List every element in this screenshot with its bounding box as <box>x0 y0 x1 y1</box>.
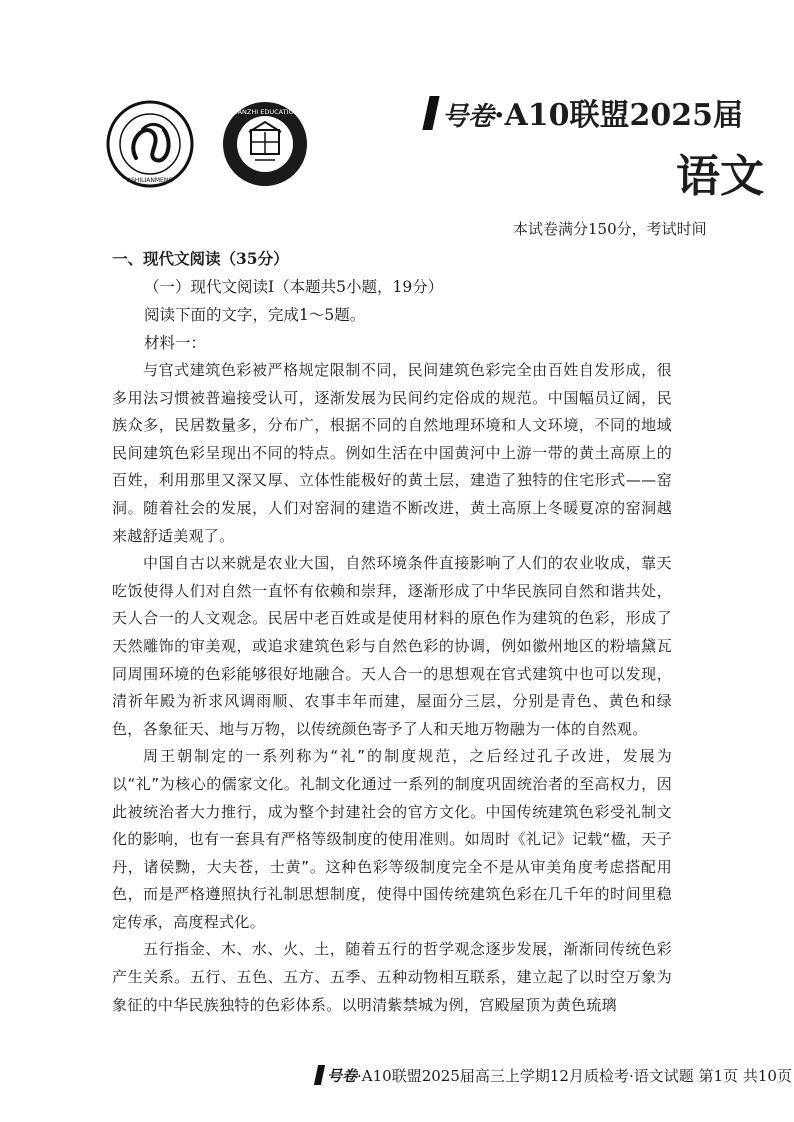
exam-title <box>426 90 743 134</box>
instruction: 阅读下面的文字，完成1～5题。 <box>144 306 366 324</box>
section-title: 一、现代文阅读（35分） <box>112 249 289 268</box>
svg-text:WANZHI EDUCATION: WANZHI EDUCATION <box>231 108 299 116</box>
paragraph: 中国自古以来就是农业大国，自然环境条件直接影响了人们的农业收成，靠天吃饭使得人们对自然一直怀有依赖和崇拜，逐渐形成了中华民族同自然和谐共处，天人合一的人文观念。民居中老百姓或是使用材料的原色作为建筑的色彩，形成了天然雕饰的审美观，或追求建筑色彩与自然色彩的协调，例如徽州地区的粉墙黛瓦同周围环境的色彩能够很好地融合。天人合一的思想观在官式建筑中也可以发现，清祈年殿为祈求风调雨顺、农事丰年而建，屋面分三层，分别是青色、黄色和绿色，各象征天、地与万物，以传统颜色寄予了人和天地万物融为一体的自然观。 <box>112 554 672 738</box>
paragraph: 与官式建筑色彩被严格规定限制不同，民间建筑色彩完全由百姓自发形成，很多用法习惯被普遍接受认可，逐渐发展为民间约定俗成的规范。中国幅员辽阔，民族众多，民居数量多，分布广，根据不同的自然地理环境和人文环境，不同的地域民间建筑色彩呈现出不同的特点。例如生活在中国黄河中上游一带的黄土高原上的百姓，利用那里又深又厚、立体性能极好的黄土层，建造了独特的住宅形式——窑洞。随着社会的发展，人们对窑洞的建造不断改进，黄土高原上冬暖夏凉的窑洞越来越舒适美观了。 <box>112 361 672 545</box>
page-footer <box>316 1065 792 1086</box>
exam-info: 本试卷满分150分，考试时间 <box>513 220 707 238</box>
paragraph: 周王朝制定的一系列称为“礼”的制度规范，之后经过孔子改进，发展为以“礼”为核心的儒家文化。礼制文化通过一系列的制度巩固统治者的至高权力，因此被统治者大力推行，成为整个封建社会的官方文化。中国传统建筑色彩受礼制文化的影响，也有一套具有严格等级制度的使用准则。如周时《礼记》记载“楹，天子丹，诸侯黝，大夫苍，士黄”。这种色彩等级制度完全不是从审美角度考虑搭配用色，而是严格遵照执行礼制思想制度，使得中国传统建筑色彩在几千年的时间里稳定传承，高度程式化。 <box>112 747 672 931</box>
alliance-logo <box>106 100 194 188</box>
exam-content <box>112 245 672 1019</box>
brand-name: 号卷 <box>442 102 495 132</box>
subject-title: 语文 <box>676 151 764 202</box>
footer-brand-bar-icon <box>314 1065 325 1085</box>
svg-text:ASHILIANMENG: ASHILIANMENG <box>126 177 174 184</box>
wanzhi-education-logo <box>221 100 309 188</box>
material-label: 材料一： <box>144 334 207 352</box>
brand-bar-icon <box>422 96 439 130</box>
footer-text: ·A10联盟2025届高三上学期12月质检考·语文试题 第1页 共10页 <box>357 1067 792 1085</box>
paragraph: 五行指金、木、水、火、土，随着五行的哲学观念逐步发展，渐渐同传统色彩产生关系。五行、五色、五方、五季、五种动物相互联系，建立起了以时空万象为象征的中华民族独特的色彩体系。以明清紫禁城为例，宫殿屋顶为黄色琉璃 <box>112 940 672 1014</box>
exam-title-text: ·A10联盟2025届 <box>494 98 743 133</box>
subsection-title: （一）现代文阅读Ⅰ（本题共5小题，19分） <box>144 278 444 296</box>
footer-brand: 号卷 <box>327 1067 358 1085</box>
